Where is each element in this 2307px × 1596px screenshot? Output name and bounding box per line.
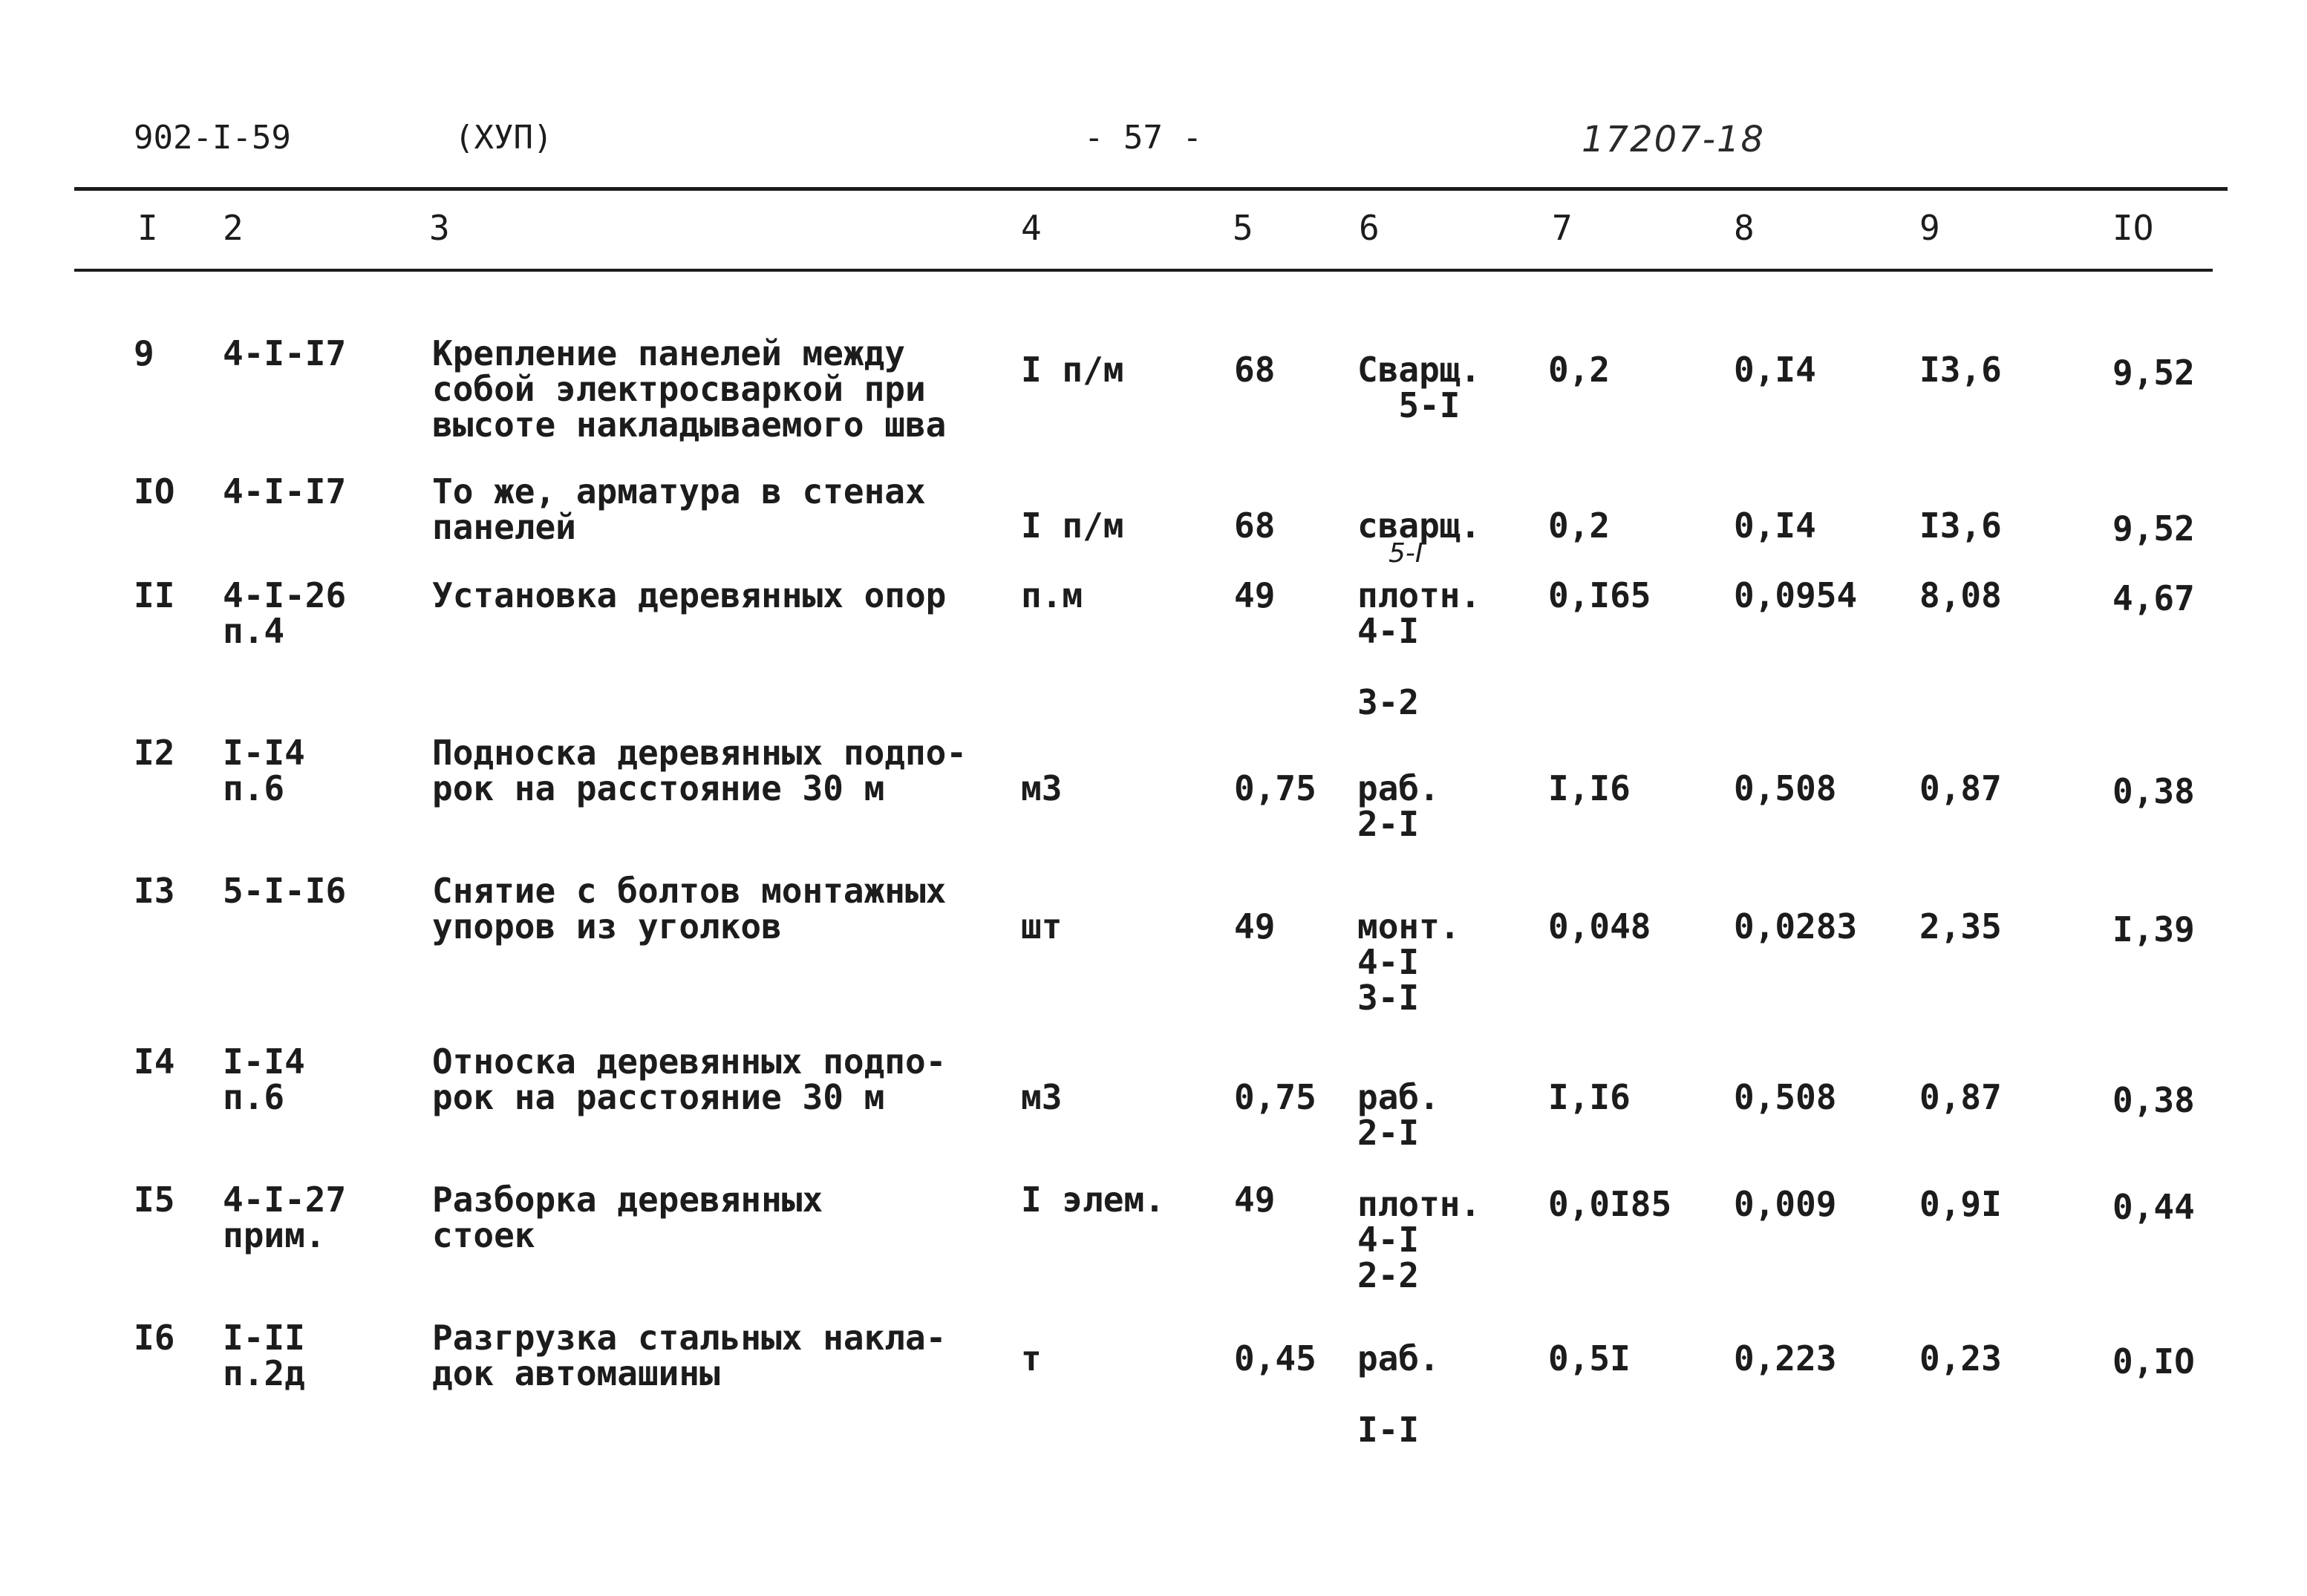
unit: I п/м xyxy=(1021,350,1124,390)
row-number: I5 xyxy=(134,1180,175,1220)
work-description: Установка деревянных опор xyxy=(432,575,947,615)
worker: раб. 2-I xyxy=(1357,768,1440,844)
worker: раб. I-I xyxy=(1357,1338,1440,1450)
column-number-8: 8 xyxy=(1734,208,1755,248)
value-col9: 0,87 xyxy=(1919,1077,2002,1117)
work-description: То же, арматура в стенах панелей xyxy=(432,471,926,547)
work-description: Крепление панелей между собой электросваркой при высоте накладываемого шва xyxy=(432,333,947,445)
quantity: 49 xyxy=(1234,1180,1276,1220)
value-col7: 0,I65 xyxy=(1548,575,1651,615)
row-number: I6 xyxy=(134,1318,175,1358)
unit: I элем. xyxy=(1021,1180,1165,1220)
page-number: - 57 - xyxy=(1084,119,1202,157)
row-number: IO xyxy=(134,471,175,511)
row-number: 9 xyxy=(134,333,154,373)
value-col7: 0,048 xyxy=(1548,906,1651,946)
value-col7: 0,2 xyxy=(1548,506,1611,546)
sheet-number-handwritten: 17207-18 xyxy=(1582,119,1766,160)
column-header-rule xyxy=(74,269,2213,272)
header-rule xyxy=(74,187,2228,191)
document-code: 902-I-59 xyxy=(134,119,291,157)
value-col8: 0,0283 xyxy=(1734,906,1858,946)
unit: т xyxy=(1021,1338,1042,1378)
value-col8: 0,I4 xyxy=(1734,506,1816,546)
row-number: II xyxy=(134,575,175,615)
value-col7: 0,0I85 xyxy=(1548,1184,1672,1224)
value-col10: 0,38 xyxy=(2112,1080,2195,1120)
worker: сварщ. xyxy=(1357,506,1481,546)
value-col7: 0,5I xyxy=(1548,1338,1631,1378)
column-number-7: 7 xyxy=(1552,208,1573,248)
work-description: Снятие с болтов монтажных упоров из уголков xyxy=(432,871,947,946)
value-col10: 9,52 xyxy=(2112,353,2195,393)
unit: шт xyxy=(1021,906,1063,946)
worker: плотн. 4-I 3-2 xyxy=(1357,575,1481,722)
value-col10: 0,IO xyxy=(2112,1341,2195,1381)
row-number: I2 xyxy=(134,733,175,773)
work-description: Подноска деревянных подпо- рок на расстояние 30 м xyxy=(432,733,967,808)
norm-code: I-II п.2д xyxy=(223,1318,305,1393)
value-col9: 0,23 xyxy=(1919,1338,2002,1378)
column-number-9: 9 xyxy=(1919,208,1940,248)
document-part: (ХУП) xyxy=(454,119,553,157)
column-number-4: 4 xyxy=(1021,208,1042,248)
value-col7: I,I6 xyxy=(1548,1077,1631,1117)
column-number-10: IO xyxy=(2112,208,2154,248)
column-number-5: 5 xyxy=(1233,208,1253,248)
worker: монт. 4-I 3-I xyxy=(1357,906,1461,1018)
worker-handwritten-grade: 5-I xyxy=(1389,538,1423,569)
unit: м3 xyxy=(1021,1077,1063,1117)
value-col8: 0,508 xyxy=(1734,768,1837,808)
quantity: 68 xyxy=(1234,350,1276,390)
quantity: 0,45 xyxy=(1234,1338,1316,1378)
value-col9: 2,35 xyxy=(1919,906,2002,946)
value-col8: 0,009 xyxy=(1734,1184,1837,1224)
column-number-1: I xyxy=(137,208,158,248)
column-number-6: 6 xyxy=(1359,208,1380,248)
value-col9: 0,87 xyxy=(1919,768,2002,808)
value-col8: 0,I4 xyxy=(1734,350,1816,390)
norm-code: 4-I-I7 xyxy=(223,471,347,511)
value-col10: 0,44 xyxy=(2112,1187,2195,1227)
unit: I п/м xyxy=(1021,506,1124,546)
worker: Сварщ. 5-I xyxy=(1357,350,1481,425)
worker: плотн. 4-I 2-2 xyxy=(1357,1184,1481,1295)
row-number: I3 xyxy=(134,871,175,911)
quantity: 0,75 xyxy=(1234,768,1316,808)
norm-code: I-I4 п.6 xyxy=(223,733,305,808)
value-col9: I3,6 xyxy=(1919,350,2002,390)
value-col8: 0,508 xyxy=(1734,1077,1837,1117)
work-description: Разборка деревянных стоек xyxy=(432,1180,823,1255)
row-number: I4 xyxy=(134,1041,175,1082)
value-col10: I,39 xyxy=(2112,909,2195,949)
norm-code: 4-I-27 прим. xyxy=(223,1180,347,1255)
value-col8: 0,0954 xyxy=(1734,575,1858,615)
quantity: 49 xyxy=(1234,575,1276,615)
column-number-3: 3 xyxy=(429,208,450,248)
norm-code: 4-I-I7 xyxy=(223,333,347,373)
column-number-2: 2 xyxy=(223,208,244,248)
worker: раб. 2-I xyxy=(1357,1077,1440,1153)
work-description: Разгрузка стальных накла- док автомашины xyxy=(432,1318,947,1393)
unit: п.м xyxy=(1021,575,1083,615)
norm-code: 5-I-I6 xyxy=(223,871,347,911)
unit: м3 xyxy=(1021,768,1063,808)
value-col9: 8,08 xyxy=(1919,575,2002,615)
value-col9: 0,9I xyxy=(1919,1184,2002,1224)
norm-code: 4-I-26 п.4 xyxy=(223,575,347,651)
work-description: Относка деревянных подпо- рок на расстояние 30 м xyxy=(432,1041,947,1117)
norm-code: I-I4 п.6 xyxy=(223,1041,305,1117)
value-col9: I3,6 xyxy=(1919,506,2002,546)
value-col10: 4,67 xyxy=(2112,578,2195,618)
quantity: 0,75 xyxy=(1234,1077,1316,1117)
quantity: 49 xyxy=(1234,906,1276,946)
value-col10: 0,38 xyxy=(2112,771,2195,811)
quantity: 68 xyxy=(1234,506,1276,546)
value-col10: 9,52 xyxy=(2112,508,2195,549)
value-col7: 0,2 xyxy=(1548,350,1611,390)
value-col7: I,I6 xyxy=(1548,768,1631,808)
value-col8: 0,223 xyxy=(1734,1338,1837,1378)
